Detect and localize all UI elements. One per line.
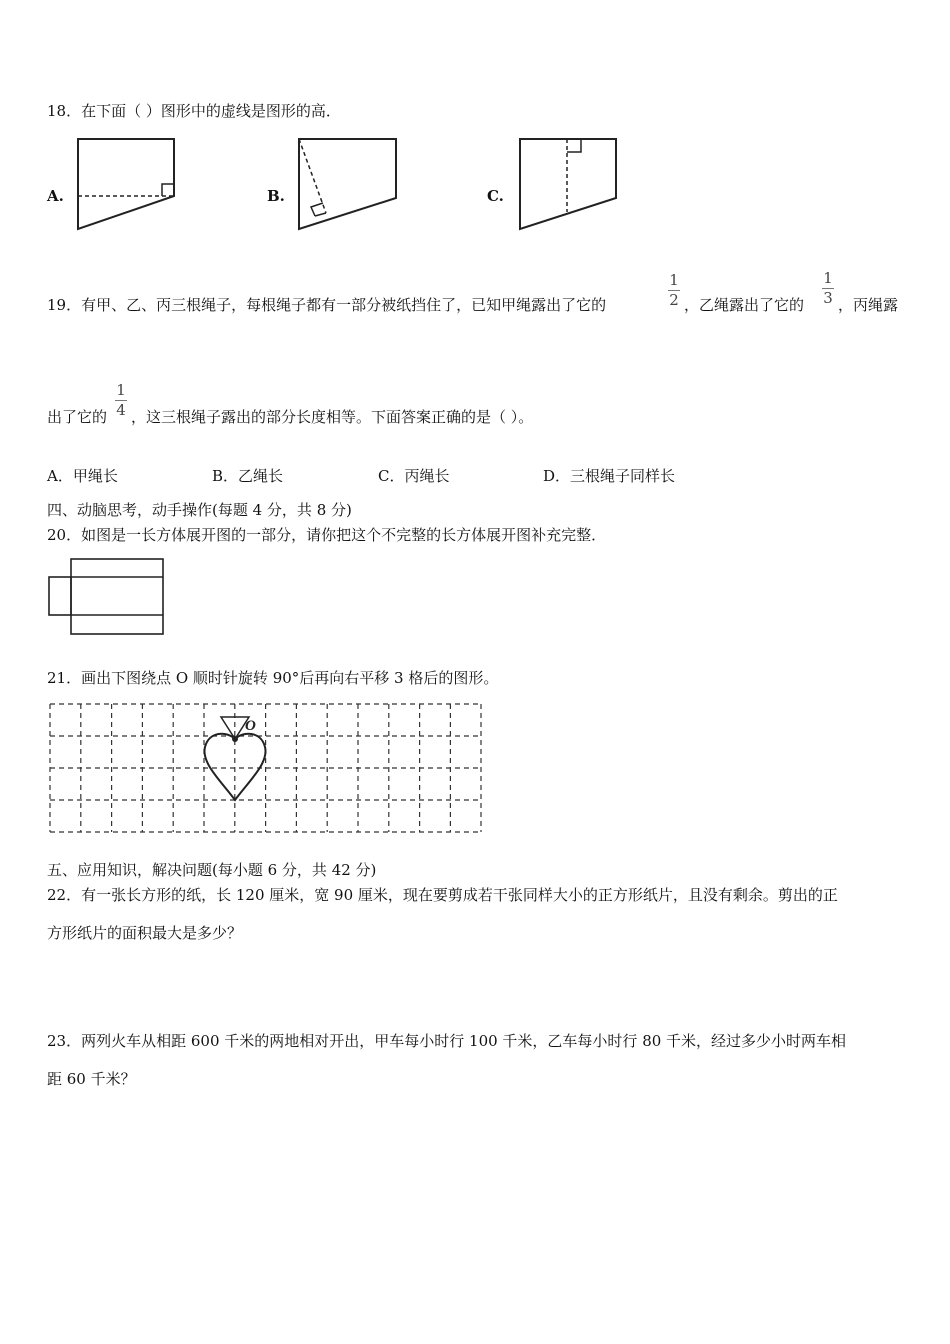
- q21-text: 21．画出下图绕点 O 顺时针旋转 90°后再向右平移 3 格后的图形。: [47, 669, 499, 687]
- q19-text-part3: ，丙绳露: [838, 296, 899, 314]
- q23-line2: 距 60 千米？: [47, 1070, 136, 1088]
- q23-line1: 23．两列火车从相距 600 千米的两地相对开出，甲车每小时行 100 千米，乙车每小时行 80 千米，经过多少小时两车相: [47, 1032, 847, 1050]
- q18-option-a-label: A.: [47, 187, 64, 205]
- q19-option-b: B．乙绳长: [212, 467, 284, 485]
- q19-text-part5: ，这三根绳子露出的部分长度相等。下面答案正确的是（ ）。: [131, 408, 534, 426]
- q18-figure-b: [295, 136, 403, 232]
- q19-fraction-3: 1 4: [116, 381, 126, 419]
- q22-line2: 方形纸片的面积最大是多少？: [47, 924, 243, 942]
- q19-option-c: C．丙绳长: [378, 467, 450, 485]
- q21-grid-figure: [49, 703, 484, 835]
- q20-text: 20．如图是一长方体展开图的一部分，请你把这个不完整的长方体展开图补充完整．: [47, 526, 607, 544]
- q19-option-a: A．甲绳长: [47, 467, 118, 485]
- q19-fraction-2: 1 3: [823, 269, 833, 307]
- q19-text-part2: ，乙绳露出了它的: [684, 296, 805, 314]
- section5-title: 五、应用知识，解决问题(每小题 6 分，共 42 分): [47, 861, 377, 879]
- q22-line1: 22．有一张长方形的纸，长 120 厘米，宽 90 厘米，现在要剪成若干张同样大小的正方形纸片，且没有剩余。剪出的正: [47, 886, 838, 904]
- section4-title: 四、动脑思考，动手操作(每题 4 分，共 8 分): [47, 501, 352, 519]
- q18-option-b-label: B.: [267, 187, 285, 205]
- q18-figure-c: [516, 136, 622, 232]
- q20-net-figure: [47, 557, 167, 637]
- q18-figure-a: [75, 136, 180, 232]
- q18-text: 18．在下面（ ）图形中的虚线是图形的高．: [47, 102, 341, 120]
- q19-text-part4: 出了它的: [47, 408, 108, 426]
- q21-point-o-label: O: [245, 718, 256, 734]
- q19-option-d: D．三根绳子同样长: [543, 467, 676, 485]
- q18-option-c-label: C.: [487, 187, 504, 205]
- q19-text-part1: 19．有甲、乙、丙三根绳子，每根绳子都有一部分被纸挡住了，已知甲绳露出了它的: [47, 296, 607, 314]
- q19-fraction-1: 1 2: [669, 271, 679, 309]
